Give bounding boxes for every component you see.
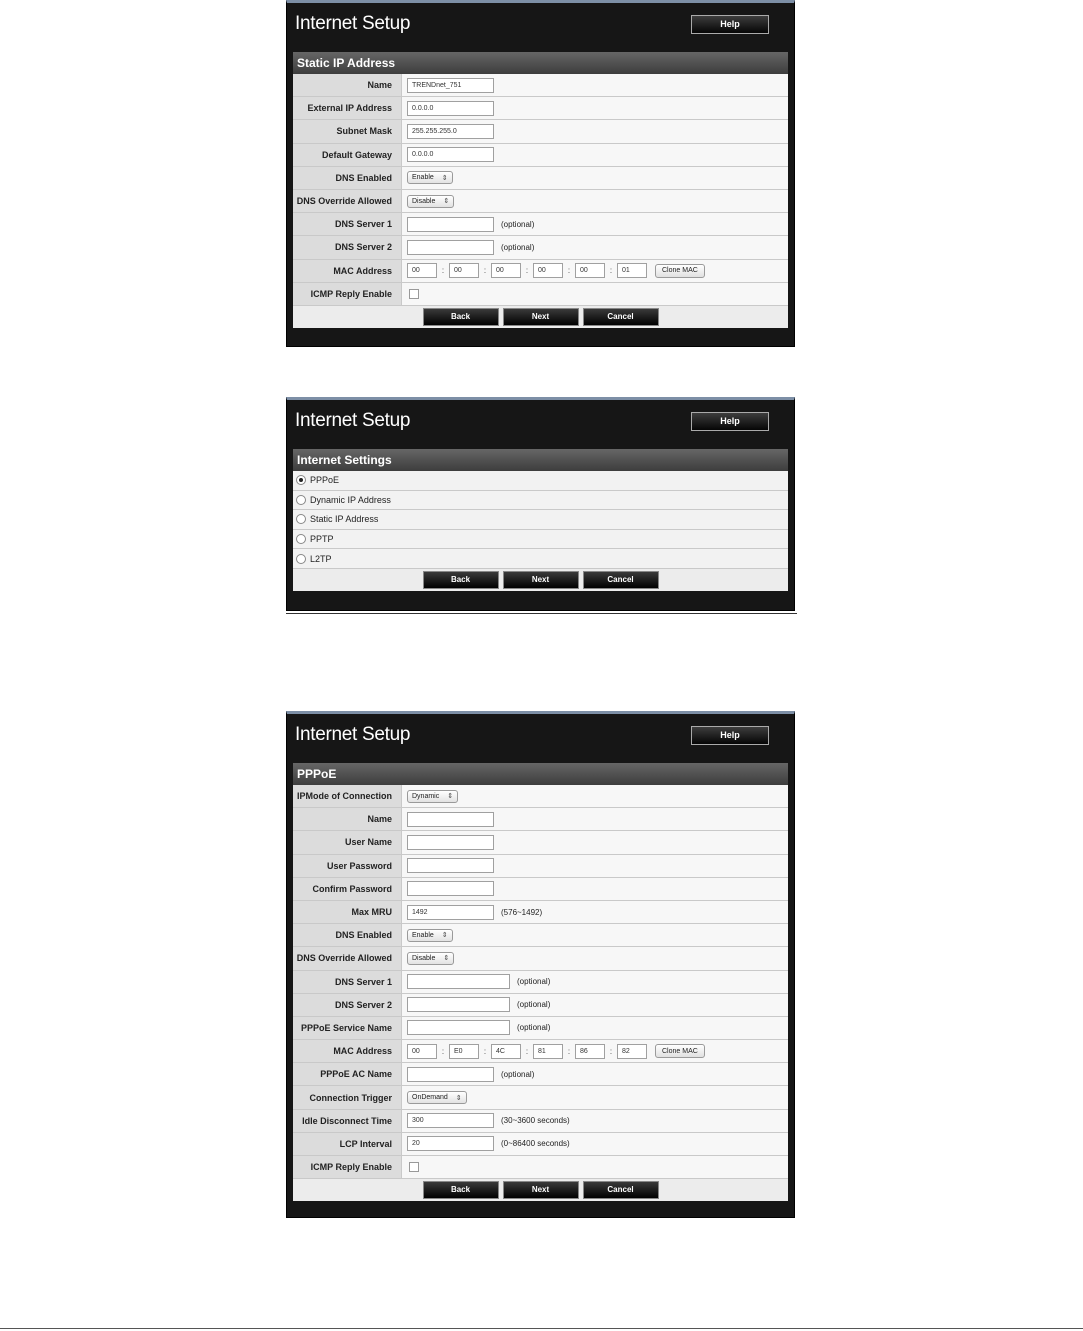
divider	[286, 613, 797, 614]
select-arrows-icon: ⇕	[447, 793, 454, 801]
radio-icon[interactable]	[296, 554, 306, 564]
optional-hint: (optional)	[517, 1000, 551, 1010]
connection-trigger-value: OnDemand	[412, 1094, 448, 1102]
optional-hint: (optional)	[517, 977, 551, 987]
icmp-reply-checkbox[interactable]	[409, 289, 419, 299]
mac-separator: :	[525, 1046, 529, 1056]
static-ip-panel	[286, 0, 795, 347]
row-username	[293, 831, 788, 854]
dns-override-label: DNS Override Allowed	[293, 947, 402, 969]
dns-server-2-input[interactable]	[407, 240, 494, 255]
ac-name-input[interactable]	[407, 1067, 494, 1082]
dns-server-1-label: DNS Server 1	[293, 971, 402, 993]
mac-octet-5[interactable]: 86	[575, 1044, 605, 1059]
section-title: Internet Settings	[293, 449, 788, 471]
row-name	[293, 74, 788, 97]
option-label: PPPoE	[310, 475, 340, 486]
row-dns-server-2	[293, 236, 788, 259]
row-icmp-reply	[293, 1156, 788, 1179]
row-service-name	[293, 1017, 788, 1040]
row-default-gateway	[293, 144, 788, 167]
optional-hint: (optional)	[517, 1023, 551, 1033]
connection-trigger-label: Connection Trigger	[293, 1086, 402, 1108]
row-max-mru	[293, 901, 788, 924]
default-gateway-input[interactable]: 0.0.0.0	[407, 147, 494, 162]
option-label: PPTP	[310, 534, 334, 545]
dns-server-1-input[interactable]	[407, 217, 494, 232]
dns-override-value: Disable	[412, 197, 436, 205]
mac-octet-2[interactable]: 00	[449, 263, 479, 278]
select-arrows-icon: ⇕	[441, 174, 448, 182]
dns-override-select[interactable]	[407, 195, 454, 208]
next-button[interactable]: Next	[503, 1181, 579, 1199]
optional-hint: (optional)	[501, 219, 535, 229]
ipmode-value: Dynamic	[412, 792, 440, 800]
row-dns-server-1	[293, 971, 788, 994]
icmp-reply-label: ICMP Reply Enable	[293, 283, 402, 305]
ac-name-label: PPPoE AC Name	[293, 1063, 402, 1085]
cancel-button[interactable]: Cancel	[583, 308, 659, 326]
mac-separator: :	[525, 266, 529, 276]
row-ipmode	[293, 785, 788, 808]
dns-enabled-label: DNS Enabled	[293, 924, 402, 946]
external-ip-label: External IP Address	[293, 97, 402, 119]
mac-separator: :	[609, 266, 613, 276]
option-l2tp[interactable]	[293, 549, 788, 569]
external-ip-input[interactable]: 0.0.0.0	[407, 101, 494, 116]
row-icmp-reply	[293, 283, 788, 306]
nav-buttons	[293, 569, 788, 591]
mac-separator: :	[483, 266, 487, 276]
max-mru-label: Max MRU	[293, 901, 402, 923]
help-button[interactable]: Help	[691, 15, 769, 34]
optional-hint: (optional)	[501, 1069, 535, 1079]
confirm-password-label: Confirm Password	[293, 878, 402, 900]
mac-octet-4[interactable]: 00	[533, 263, 563, 278]
internet-settings-form	[293, 449, 788, 591]
dns-server-2-input[interactable]	[407, 997, 510, 1012]
service-name-label: PPPoE Service Name	[293, 1017, 402, 1039]
pppoe-form	[293, 763, 788, 1201]
row-dns-override	[293, 190, 788, 213]
mac-separator: :	[609, 1046, 613, 1056]
name-input[interactable]	[407, 812, 494, 827]
radio-selected-icon[interactable]	[296, 475, 306, 485]
subnet-mask-input[interactable]: 255.255.255.0	[407, 124, 494, 139]
name-label: Name	[293, 74, 402, 96]
password-input[interactable]	[407, 858, 494, 873]
dns-override-value: Disable	[412, 954, 436, 962]
nav-buttons	[293, 306, 788, 328]
dns-enabled-select[interactable]	[407, 171, 453, 184]
option-label: Static IP Address	[310, 514, 379, 525]
option-label: L2TP	[310, 553, 332, 564]
clone-mac-button[interactable]: Clone MAC	[655, 1044, 705, 1058]
row-dns-enabled	[293, 167, 788, 190]
option-pppoe[interactable]	[293, 471, 788, 491]
cancel-button[interactable]: Cancel	[583, 571, 659, 589]
row-dns-enabled	[293, 924, 788, 947]
option-dynamic-ip[interactable]	[293, 491, 788, 511]
name-label: Name	[293, 808, 402, 830]
dns-enabled-select[interactable]	[407, 929, 453, 942]
username-input[interactable]	[407, 835, 494, 850]
mac-separator: :	[567, 1046, 571, 1056]
page-title: Internet Setup	[295, 13, 411, 34]
dns-server-2-label: DNS Server 2	[293, 994, 402, 1016]
radio-icon[interactable]	[296, 534, 306, 544]
dns-enabled-value: Enable	[412, 931, 434, 939]
cancel-button[interactable]: Cancel	[583, 1181, 659, 1199]
row-lcp-interval	[293, 1133, 788, 1156]
row-subnet-mask	[293, 120, 788, 143]
row-confirm-password	[293, 878, 788, 901]
dns-override-label: DNS Override Allowed	[293, 190, 402, 212]
page-title: Internet Setup	[295, 410, 411, 431]
mru-range-hint: (576~1492)	[501, 907, 543, 917]
mac-octet-6[interactable]: 01	[617, 263, 647, 278]
dns-enabled-value: Enable	[412, 174, 434, 182]
mac-address-label: MAC Address	[293, 260, 402, 282]
dns-override-select[interactable]	[407, 952, 454, 965]
idle-disconnect-input[interactable]: 300	[407, 1113, 494, 1128]
mac-octet-6[interactable]: 82	[617, 1044, 647, 1059]
icmp-reply-label: ICMP Reply Enable	[293, 1156, 402, 1178]
panel-header	[287, 400, 794, 446]
mac-address-label: MAC Address	[293, 1040, 402, 1062]
mac-separator: :	[441, 1046, 445, 1056]
idle-disconnect-label: Idle Disconnect Time	[293, 1110, 402, 1132]
clone-mac-button[interactable]: Clone MAC	[655, 264, 705, 278]
select-arrows-icon: ⇕	[443, 198, 450, 206]
row-idle-disconnect	[293, 1110, 788, 1133]
internet-settings-panel	[286, 397, 795, 611]
subnet-mask-label: Subnet Mask	[293, 120, 402, 142]
option-label: Dynamic IP Address	[310, 494, 391, 505]
mac-octet-3[interactable]: 00	[491, 263, 521, 278]
mac-octet-1[interactable]: 00	[407, 263, 437, 278]
password-label: User Password	[293, 855, 402, 877]
help-button[interactable]: Help	[691, 726, 769, 745]
row-mac-address	[293, 1040, 788, 1063]
page-title: Internet Setup	[295, 724, 411, 745]
row-password	[293, 855, 788, 878]
dns-enabled-label: DNS Enabled	[293, 167, 402, 189]
max-mru-input[interactable]: 1492	[407, 905, 494, 920]
mac-octet-5[interactable]: 00	[575, 263, 605, 278]
row-external-ip	[293, 97, 788, 120]
mac-octet-2[interactable]: E0	[449, 1044, 479, 1059]
mac-octet-1[interactable]: 00	[407, 1044, 437, 1059]
row-mac-address	[293, 260, 788, 283]
mac-separator: :	[441, 266, 445, 276]
select-arrows-icon: ⇕	[455, 1094, 462, 1102]
idle-range-hint: (30~3600 seconds)	[501, 1116, 570, 1126]
nav-buttons	[293, 1179, 788, 1201]
next-button[interactable]: Next	[503, 571, 579, 589]
optional-hint: (optional)	[501, 242, 535, 252]
panel-header	[287, 714, 794, 760]
connection-trigger-select[interactable]	[407, 1091, 467, 1104]
ipmode-select[interactable]	[407, 790, 458, 803]
service-name-input[interactable]	[407, 1020, 510, 1035]
dns-server-1-input[interactable]	[407, 974, 510, 989]
radio-icon[interactable]	[296, 495, 306, 505]
back-button[interactable]: Back	[423, 571, 499, 589]
name-input[interactable]: TRENDnet_751	[407, 78, 494, 93]
dns-server-1-label: DNS Server 1	[293, 213, 402, 235]
confirm-password-input[interactable]	[407, 881, 494, 896]
back-button[interactable]: Back	[423, 308, 499, 326]
ipmode-label: IPMode of Connection	[293, 785, 402, 807]
mac-separator: :	[483, 1046, 487, 1056]
radio-icon[interactable]	[296, 514, 306, 524]
mac-octet-4[interactable]: 81	[533, 1044, 563, 1059]
row-connection-trigger	[293, 1086, 788, 1109]
section-title: PPPoE	[293, 763, 788, 785]
default-gateway-label: Default Gateway	[293, 144, 402, 166]
section-title: Static IP Address	[293, 52, 788, 74]
dns-server-2-label: DNS Server 2	[293, 236, 402, 258]
mac-octet-3[interactable]: 4C	[491, 1044, 521, 1059]
lcp-range-hint: (0~86400 seconds)	[501, 1139, 570, 1149]
mac-separator: :	[567, 266, 571, 276]
option-static-ip[interactable]	[293, 510, 788, 530]
help-button[interactable]: Help	[691, 412, 769, 431]
panel-header	[287, 3, 794, 49]
lcp-interval-input[interactable]: 20	[407, 1136, 494, 1151]
row-name	[293, 808, 788, 831]
select-arrows-icon: ⇕	[441, 932, 448, 940]
select-arrows-icon: ⇕	[443, 955, 450, 963]
row-ac-name	[293, 1063, 788, 1086]
row-dns-server-1	[293, 213, 788, 236]
back-button[interactable]: Back	[423, 1181, 499, 1199]
row-dns-override	[293, 947, 788, 970]
option-pptp[interactable]	[293, 530, 788, 550]
static-ip-form	[293, 52, 788, 328]
icmp-reply-checkbox[interactable]	[409, 1162, 419, 1172]
lcp-interval-label: LCP Interval	[293, 1133, 402, 1155]
row-dns-server-2	[293, 994, 788, 1017]
pppoe-panel	[286, 711, 795, 1218]
page-footer-rule	[0, 1328, 1083, 1329]
next-button[interactable]: Next	[503, 308, 579, 326]
username-label: User Name	[293, 831, 402, 853]
